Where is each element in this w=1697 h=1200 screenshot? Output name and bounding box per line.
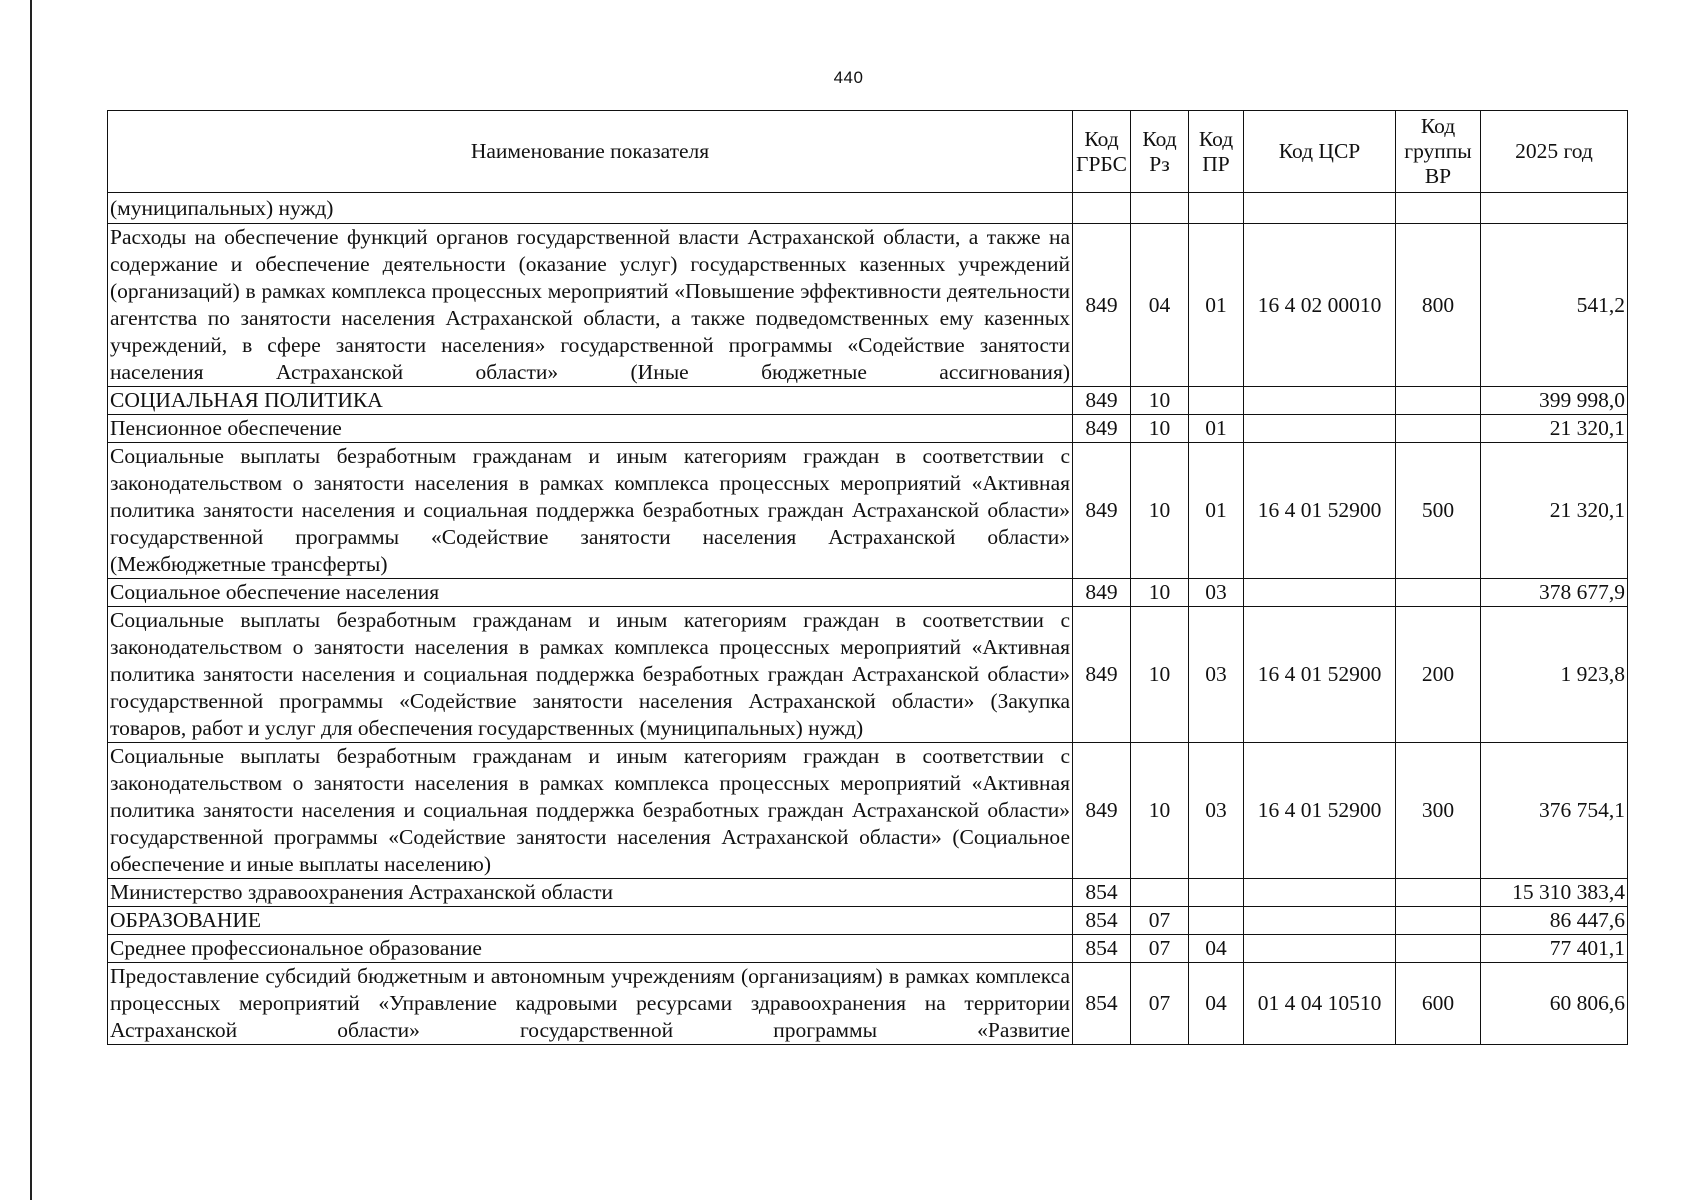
- table-row: [108, 963, 1628, 1045]
- row-name: Социальное обеспечение населения: [108, 579, 1073, 607]
- row-csr: [1244, 193, 1396, 224]
- row-name: Социальные выплаты безработным гражданам и иным категориям граждан в соответствии с законодательством о занятости населения в рамках комплекса процессных мероприятий «Активная политика занятости населения и социальная поддержка безработных граждан Астраханской области» государственной программы «Содействие занятости населения Астраханской области» (Закупка товаров, работ и услуг для обеспечения государственных (муниципальных) нужд): [108, 607, 1073, 743]
- row-name: Социальные выплаты безработным гражданам и иным категориям граждан в соответствии с законодательством о занятости населения в рамках комплекса процессных мероприятий «Активная политика занятости населения и социальная поддержка безработных граждан Астраханской области» государственной программы «Содействие занятости населения Астраханской области» (Социальное обеспечение и иные выплаты населению): [108, 743, 1073, 879]
- row-pr: 01: [1189, 443, 1244, 579]
- table-row: [108, 607, 1628, 743]
- row-name: Предоставление субсидий бюджетным и автономным учреждениям (организациям) в рамках комплекса процессных мероприятий «Управление кадровыми ресурсами здравоохранения на территории Астраханской области» государственной программы «Развитие: [108, 963, 1073, 1045]
- row-rz: 10: [1131, 443, 1189, 579]
- row-pr: [1189, 387, 1244, 415]
- row-rz: 07: [1131, 963, 1189, 1045]
- row-grbs: [1073, 193, 1131, 224]
- header-grbs: Код ГРБС: [1073, 111, 1131, 193]
- row-amount: [1481, 193, 1628, 224]
- row-vr: [1396, 879, 1481, 907]
- row-rz: 10: [1131, 607, 1189, 743]
- row-vr: [1396, 935, 1481, 963]
- row-pr: [1189, 879, 1244, 907]
- row-amount: 376 754,1: [1481, 743, 1628, 879]
- table-row: [108, 743, 1628, 879]
- table-header-row: [108, 111, 1628, 193]
- row-vr: [1396, 907, 1481, 935]
- row-name: Среднее профессиональное образование: [108, 935, 1073, 963]
- row-csr: [1244, 907, 1396, 935]
- row-csr: 16 4 01 52900: [1244, 607, 1396, 743]
- row-rz: 10: [1131, 415, 1189, 443]
- row-rz: [1131, 193, 1189, 224]
- header-rz: Код Рз: [1131, 111, 1189, 193]
- row-pr: 03: [1189, 607, 1244, 743]
- table-row: [108, 879, 1628, 907]
- row-csr: [1244, 579, 1396, 607]
- row-vr: 300: [1396, 743, 1481, 879]
- row-name: СОЦИАЛЬНАЯ ПОЛИТИКА: [108, 387, 1073, 415]
- row-vr: 500: [1396, 443, 1481, 579]
- row-amount: 60 806,6: [1481, 963, 1628, 1045]
- row-csr: [1244, 387, 1396, 415]
- row-vr: 600: [1396, 963, 1481, 1045]
- header-csr: Код ЦСР: [1244, 111, 1396, 193]
- row-grbs: 854: [1073, 963, 1131, 1045]
- row-amount: 86 447,6: [1481, 907, 1628, 935]
- header-name: Наименование показателя: [108, 111, 1073, 193]
- row-pr: [1189, 193, 1244, 224]
- row-name: Пенсионное обеспечение: [108, 415, 1073, 443]
- row-amount: 77 401,1: [1481, 935, 1628, 963]
- row-grbs: 854: [1073, 907, 1131, 935]
- row-amount: 1 923,8: [1481, 607, 1628, 743]
- row-amount: 21 320,1: [1481, 443, 1628, 579]
- row-amount: 15 310 383,4: [1481, 879, 1628, 907]
- row-pr: 01: [1189, 415, 1244, 443]
- header-vr: Код группы ВР: [1396, 111, 1481, 193]
- row-name: Министерство здравоохранения Астраханской области: [108, 879, 1073, 907]
- row-rz: 07: [1131, 935, 1189, 963]
- row-amount: 541,2: [1481, 224, 1628, 387]
- row-csr: 16 4 01 52900: [1244, 443, 1396, 579]
- row-grbs: 849: [1073, 224, 1131, 387]
- row-vr: [1396, 193, 1481, 224]
- row-name: Расходы на обеспечение функций органов государственной власти Астраханской области, а также на содержание и обеспечение деятельности (оказание услуг) государственных казенных учреждений (организаций) в рамках комплекса процессных мероприятий «Повышение эффективности деятельности агентства по занятости населения Астраханской области, а также подведомственных ему казенных учреждений, в сфере занятости населения» государственной программы «Содействие занятости населения Астраханской области» (Иные бюджетные ассигнования): [108, 224, 1073, 387]
- row-pr: 04: [1189, 935, 1244, 963]
- row-rz: 04: [1131, 224, 1189, 387]
- row-amount: 378 677,9: [1481, 579, 1628, 607]
- budget-table: [107, 110, 1628, 1045]
- row-csr: 01 4 04 10510: [1244, 963, 1396, 1045]
- row-pr: 03: [1189, 579, 1244, 607]
- row-amount: 21 320,1: [1481, 415, 1628, 443]
- row-grbs: 854: [1073, 935, 1131, 963]
- row-rz: 07: [1131, 907, 1189, 935]
- row-grbs: 849: [1073, 579, 1131, 607]
- page-number: 440: [833, 68, 864, 87]
- table-row: [108, 443, 1628, 579]
- row-rz: 10: [1131, 579, 1189, 607]
- row-pr: [1189, 907, 1244, 935]
- row-pr: 04: [1189, 963, 1244, 1045]
- row-rz: 10: [1131, 743, 1189, 879]
- table-row: [108, 579, 1628, 607]
- row-grbs: 849: [1073, 443, 1131, 579]
- row-grbs: 849: [1073, 607, 1131, 743]
- row-rz: 10: [1131, 387, 1189, 415]
- row-pr: 03: [1189, 743, 1244, 879]
- row-vr: [1396, 415, 1481, 443]
- row-amount: 399 998,0: [1481, 387, 1628, 415]
- row-grbs: 849: [1073, 415, 1131, 443]
- row-grbs: 849: [1073, 743, 1131, 879]
- row-rz: [1131, 879, 1189, 907]
- row-csr: [1244, 935, 1396, 963]
- row-grbs: 854: [1073, 879, 1131, 907]
- row-name: (муниципальных) нужд): [108, 193, 1073, 224]
- table-row: [108, 224, 1628, 387]
- row-vr: [1396, 579, 1481, 607]
- row-vr: [1396, 387, 1481, 415]
- row-vr: 200: [1396, 607, 1481, 743]
- header-year: 2025 год: [1481, 111, 1628, 193]
- table-row: [108, 935, 1628, 963]
- header-pr: Код ПР: [1189, 111, 1244, 193]
- row-name: ОБРАЗОВАНИЕ: [108, 907, 1073, 935]
- row-csr: [1244, 879, 1396, 907]
- row-pr: 01: [1189, 224, 1244, 387]
- binding-margin-line: [30, 0, 32, 1200]
- row-vr: 800: [1396, 224, 1481, 387]
- row-grbs: 849: [1073, 387, 1131, 415]
- table-row: [108, 415, 1628, 443]
- table-row: [108, 193, 1628, 224]
- row-csr: 16 4 02 00010: [1244, 224, 1396, 387]
- table-row: [108, 387, 1628, 415]
- row-csr: [1244, 415, 1396, 443]
- table-row: [108, 907, 1628, 935]
- row-name: Социальные выплаты безработным гражданам и иным категориям граждан в соответствии с законодательством о занятости населения в рамках комплекса процессных мероприятий «Активная политика занятости населения и социальная поддержка безработных граждан Астраханской области» государственной программы «Содействие занятости населения Астраханской области» (Межбюджетные трансферты): [108, 443, 1073, 579]
- row-csr: 16 4 01 52900: [1244, 743, 1396, 879]
